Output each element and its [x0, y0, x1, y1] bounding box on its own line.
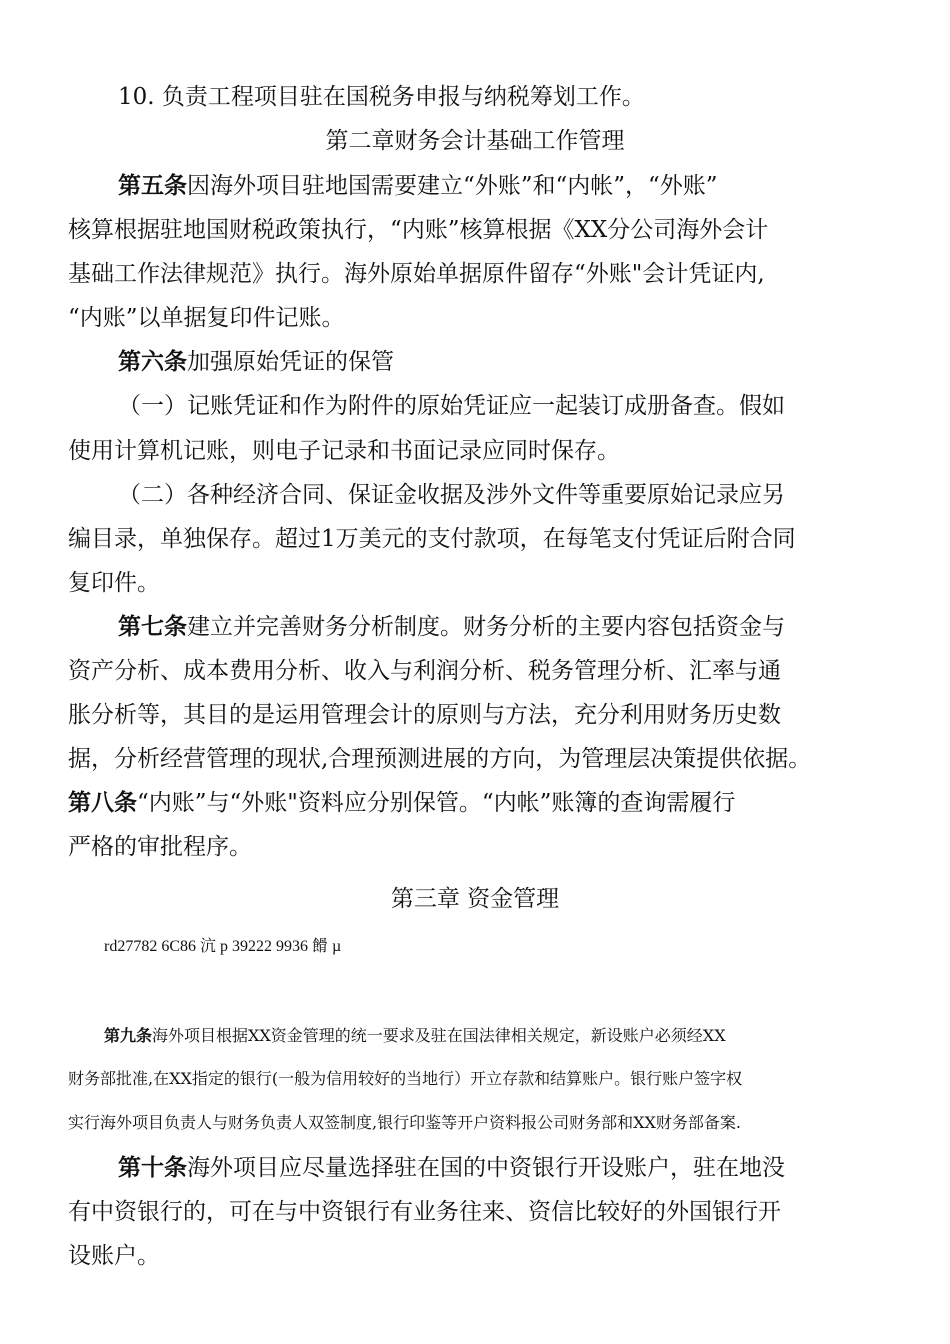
article-7-line-1 — [118, 612, 785, 642]
article-5-line-3: 基础工作法律规范》执行。海外原始单据原件留存“外账"会计凭证内, — [68, 261, 765, 287]
article-10-line-3: 设账户。 — [68, 1243, 160, 1269]
chapter-3-title: 第三章 资金管理 — [390, 886, 560, 912]
article-8-line-1 — [68, 788, 735, 818]
article-7-text-1: 建立并完善财务分析制度。财务分析的主要内容包括资金与 — [187, 614, 785, 640]
article-5-line-2: 核算根据驻地国财税政策执行，“内账”核算根据《XX分公司海外会计 — [68, 217, 769, 243]
article-6-p2-line-2: 编目录，单独保存。超过1万美元的支付款项，在每笔支付凭证后附合同 — [68, 526, 796, 552]
article-5-text-1: 因海外项目驻地国需要建立“外账”和“内帐”，“外账” — [187, 173, 718, 199]
article-7-line-4: 据，分析经营管理的现状,合理预测进展的方向，为管理层决策提供依据。 — [68, 746, 812, 772]
article-6-label: 第六条 — [118, 349, 187, 375]
article-10-text-1: 海外项目应尽量选择驻在国的中资银行开设账户，驻在地没 — [187, 1155, 785, 1181]
article-5-line-4: “内账”以单据复印件记账。 — [68, 305, 345, 331]
chapter-2-title: 第二章财务会计基础工作管理 — [325, 128, 625, 154]
article-5-label: 第五条 — [118, 173, 187, 199]
article-6-p2-line-3: 复印件。 — [68, 570, 160, 596]
item-10: 10. 负责工程项目驻在国税务申报与纳税筹划工作。 — [118, 84, 645, 110]
article-9-text-1: 海外项目根据XX资金管理的统一要求及驻在国法律相关规定，新设账户必须经XX — [152, 1026, 726, 1045]
article-6-title-line — [118, 347, 394, 377]
article-7-line-3: 胀分析等，其目的是运用管理会计的原则与方法，充分利用财务历史数 — [68, 702, 781, 728]
article-9-line-2: 财务部批准,在XX指定的银行(一般为信用较好的当地行）开立存款和结算账户。银行账户签字权 — [68, 1069, 743, 1088]
article-10-line-1 — [118, 1153, 785, 1183]
article-7-line-2: 资产分析、成本费用分析、收入与利润分析、税务管理分析、汇率与通 — [68, 658, 781, 684]
article-6-p1-line-1: （一）记账凭证和作为附件的原始凭证应一起装订成册备查。假如 — [118, 393, 785, 419]
article-7-label: 第七条 — [118, 614, 187, 640]
article-8-line-2: 严格的审批程序。 — [68, 834, 252, 860]
garbled-text-line: rd27782 6C86 沆 p 39222 9936 餶 µ — [104, 938, 342, 955]
article-10-line-2: 有中资银行的，可在与中资银行有业务往来、资信比较好的外国银行开 — [68, 1199, 781, 1225]
article-8-label: 第八条 — [68, 790, 137, 816]
article-6-title: 加强原始凭证的保管 — [187, 349, 394, 375]
article-10-label: 第十条 — [118, 1155, 187, 1181]
article-9-label: 第九条 — [104, 1026, 153, 1045]
article-8-text-1: “内账”与“外账"资料应分别保管。“内帐”账簿的查询需履行 — [137, 790, 736, 816]
article-9-line-3: 实行海外项目负责人与财务负责人双签制度,银行印鉴等开户资料报公司财务部和XX财务部备案. — [68, 1113, 741, 1132]
article-9-line-1 — [104, 1025, 726, 1047]
article-6-p2-line-1: （二）各种经济合同、保证金收据及涉外文件等重要原始记录应另 — [118, 482, 785, 508]
article-5-line-1 — [118, 171, 882, 201]
article-6-p1-line-2: 使用计算机记账，则电子记录和书面记录应同时保存。 — [68, 438, 620, 464]
